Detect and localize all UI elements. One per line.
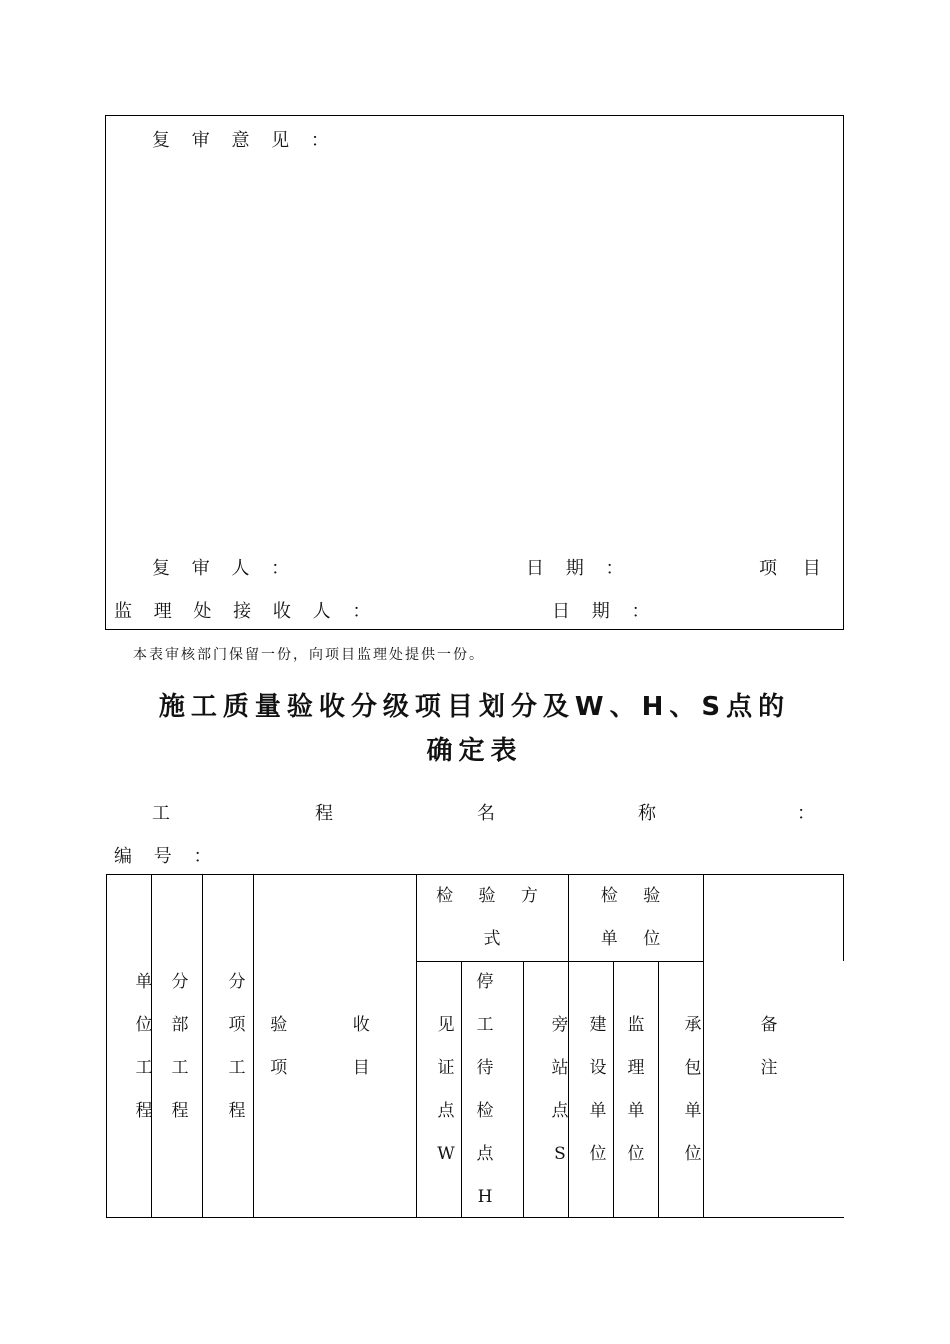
header-char: 部 (171, 1015, 189, 1035)
header-char: 备 (760, 1015, 778, 1035)
project-name-char: 程 (315, 803, 334, 824)
page-title-line2: 确定表 (426, 736, 523, 766)
column-header-side-station-s (540, 1004, 580, 1176)
number-label: 编 号 ： (114, 846, 220, 867)
header-char: 证 (437, 1058, 455, 1078)
header-char: 检 验 方 (436, 886, 548, 906)
header-char: 监 (627, 1015, 645, 1035)
header-char: 程 (135, 1101, 153, 1121)
header-char: 位 (627, 1144, 645, 1164)
header-char: 单 (589, 1101, 607, 1121)
header-char: 单 (684, 1101, 702, 1121)
header-char: 单 位 (600, 929, 671, 949)
column-header-subitem-project (217, 961, 257, 1133)
column-header-acceptance-item (254, 1004, 416, 1090)
header-char: 分 (228, 972, 246, 992)
header-char: 位 (589, 1144, 607, 1164)
header-char: H (477, 1187, 493, 1207)
header-char: 位 (135, 1015, 153, 1035)
header-char: 检 (476, 1101, 494, 1121)
page-title-line1: 施工质量验收分级项目划分及W、H、S点的 (158, 692, 791, 722)
header-char: 检 验 (600, 886, 671, 906)
header-char: 式 (483, 929, 501, 949)
header-char: 分 (171, 972, 189, 992)
header-char: 工 (171, 1058, 189, 1078)
receiver-label: 监 理 处 接 收 人 ： (114, 601, 379, 622)
header-char: 包 (684, 1058, 702, 1078)
reviewer-label: 复 审 人 ： (152, 558, 298, 579)
header-char: 理 (627, 1058, 645, 1078)
project-name-colon: ： (797, 803, 816, 824)
project-label: 项 目 (759, 558, 831, 579)
header-char: 工 (135, 1058, 153, 1078)
header-char: 承 (684, 1015, 702, 1035)
header-char: 点 (551, 1101, 569, 1121)
header-char: 工 (228, 1058, 246, 1078)
header-char: 程 (228, 1101, 246, 1121)
review-date-label: 日 期 ： (526, 558, 632, 579)
header-char: 验 收 (270, 1015, 400, 1035)
header-char: 单 (627, 1101, 645, 1121)
header-char: 点 (476, 1144, 494, 1164)
header-char: 位 (684, 1144, 702, 1164)
project-name-char: 名 (477, 803, 496, 824)
header-char: 项 (228, 1015, 246, 1035)
column-header-contractor-unit (673, 1004, 713, 1176)
column-header-remarks (749, 1004, 789, 1090)
inspection-method-header (416, 875, 568, 961)
header-char: 单 (135, 972, 153, 992)
header-char: 待 (476, 1058, 494, 1078)
header-char: W (437, 1144, 455, 1164)
header-char: 点 (437, 1101, 455, 1121)
header-char: 项 目 (270, 1058, 400, 1078)
column-header-division-project (160, 961, 200, 1133)
column-header-witness-point-w (426, 1004, 466, 1176)
header-char: 见 (437, 1015, 455, 1035)
inspection-unit-header (568, 875, 703, 961)
project-name-char: 工 (152, 803, 171, 824)
review-opinion-label: 复 审 意 见 ： (152, 130, 337, 151)
header-char: 停 (476, 972, 494, 992)
project-name-char: 称 (638, 803, 657, 824)
header-char: 程 (171, 1101, 189, 1121)
column-header-hold-point-h (465, 961, 505, 1219)
header-char: 建 (589, 1015, 607, 1035)
review-opinion-box (105, 115, 844, 630)
header-char: 旁 (551, 1015, 569, 1035)
column-header-unit-project (124, 961, 164, 1133)
header-char: 设 (589, 1058, 607, 1078)
column-header-construction-unit (578, 1004, 618, 1176)
retention-note: 本表审核部门保留一份，向项目监理处提供一份。 (133, 647, 485, 663)
header-char: 工 (476, 1015, 494, 1035)
header-char: 注 (760, 1058, 778, 1078)
header-char: 站 (551, 1058, 569, 1078)
receive-date-label: 日 期 ： (552, 601, 658, 622)
header-char: S (554, 1144, 566, 1164)
column-header-supervision-unit (616, 1004, 656, 1176)
